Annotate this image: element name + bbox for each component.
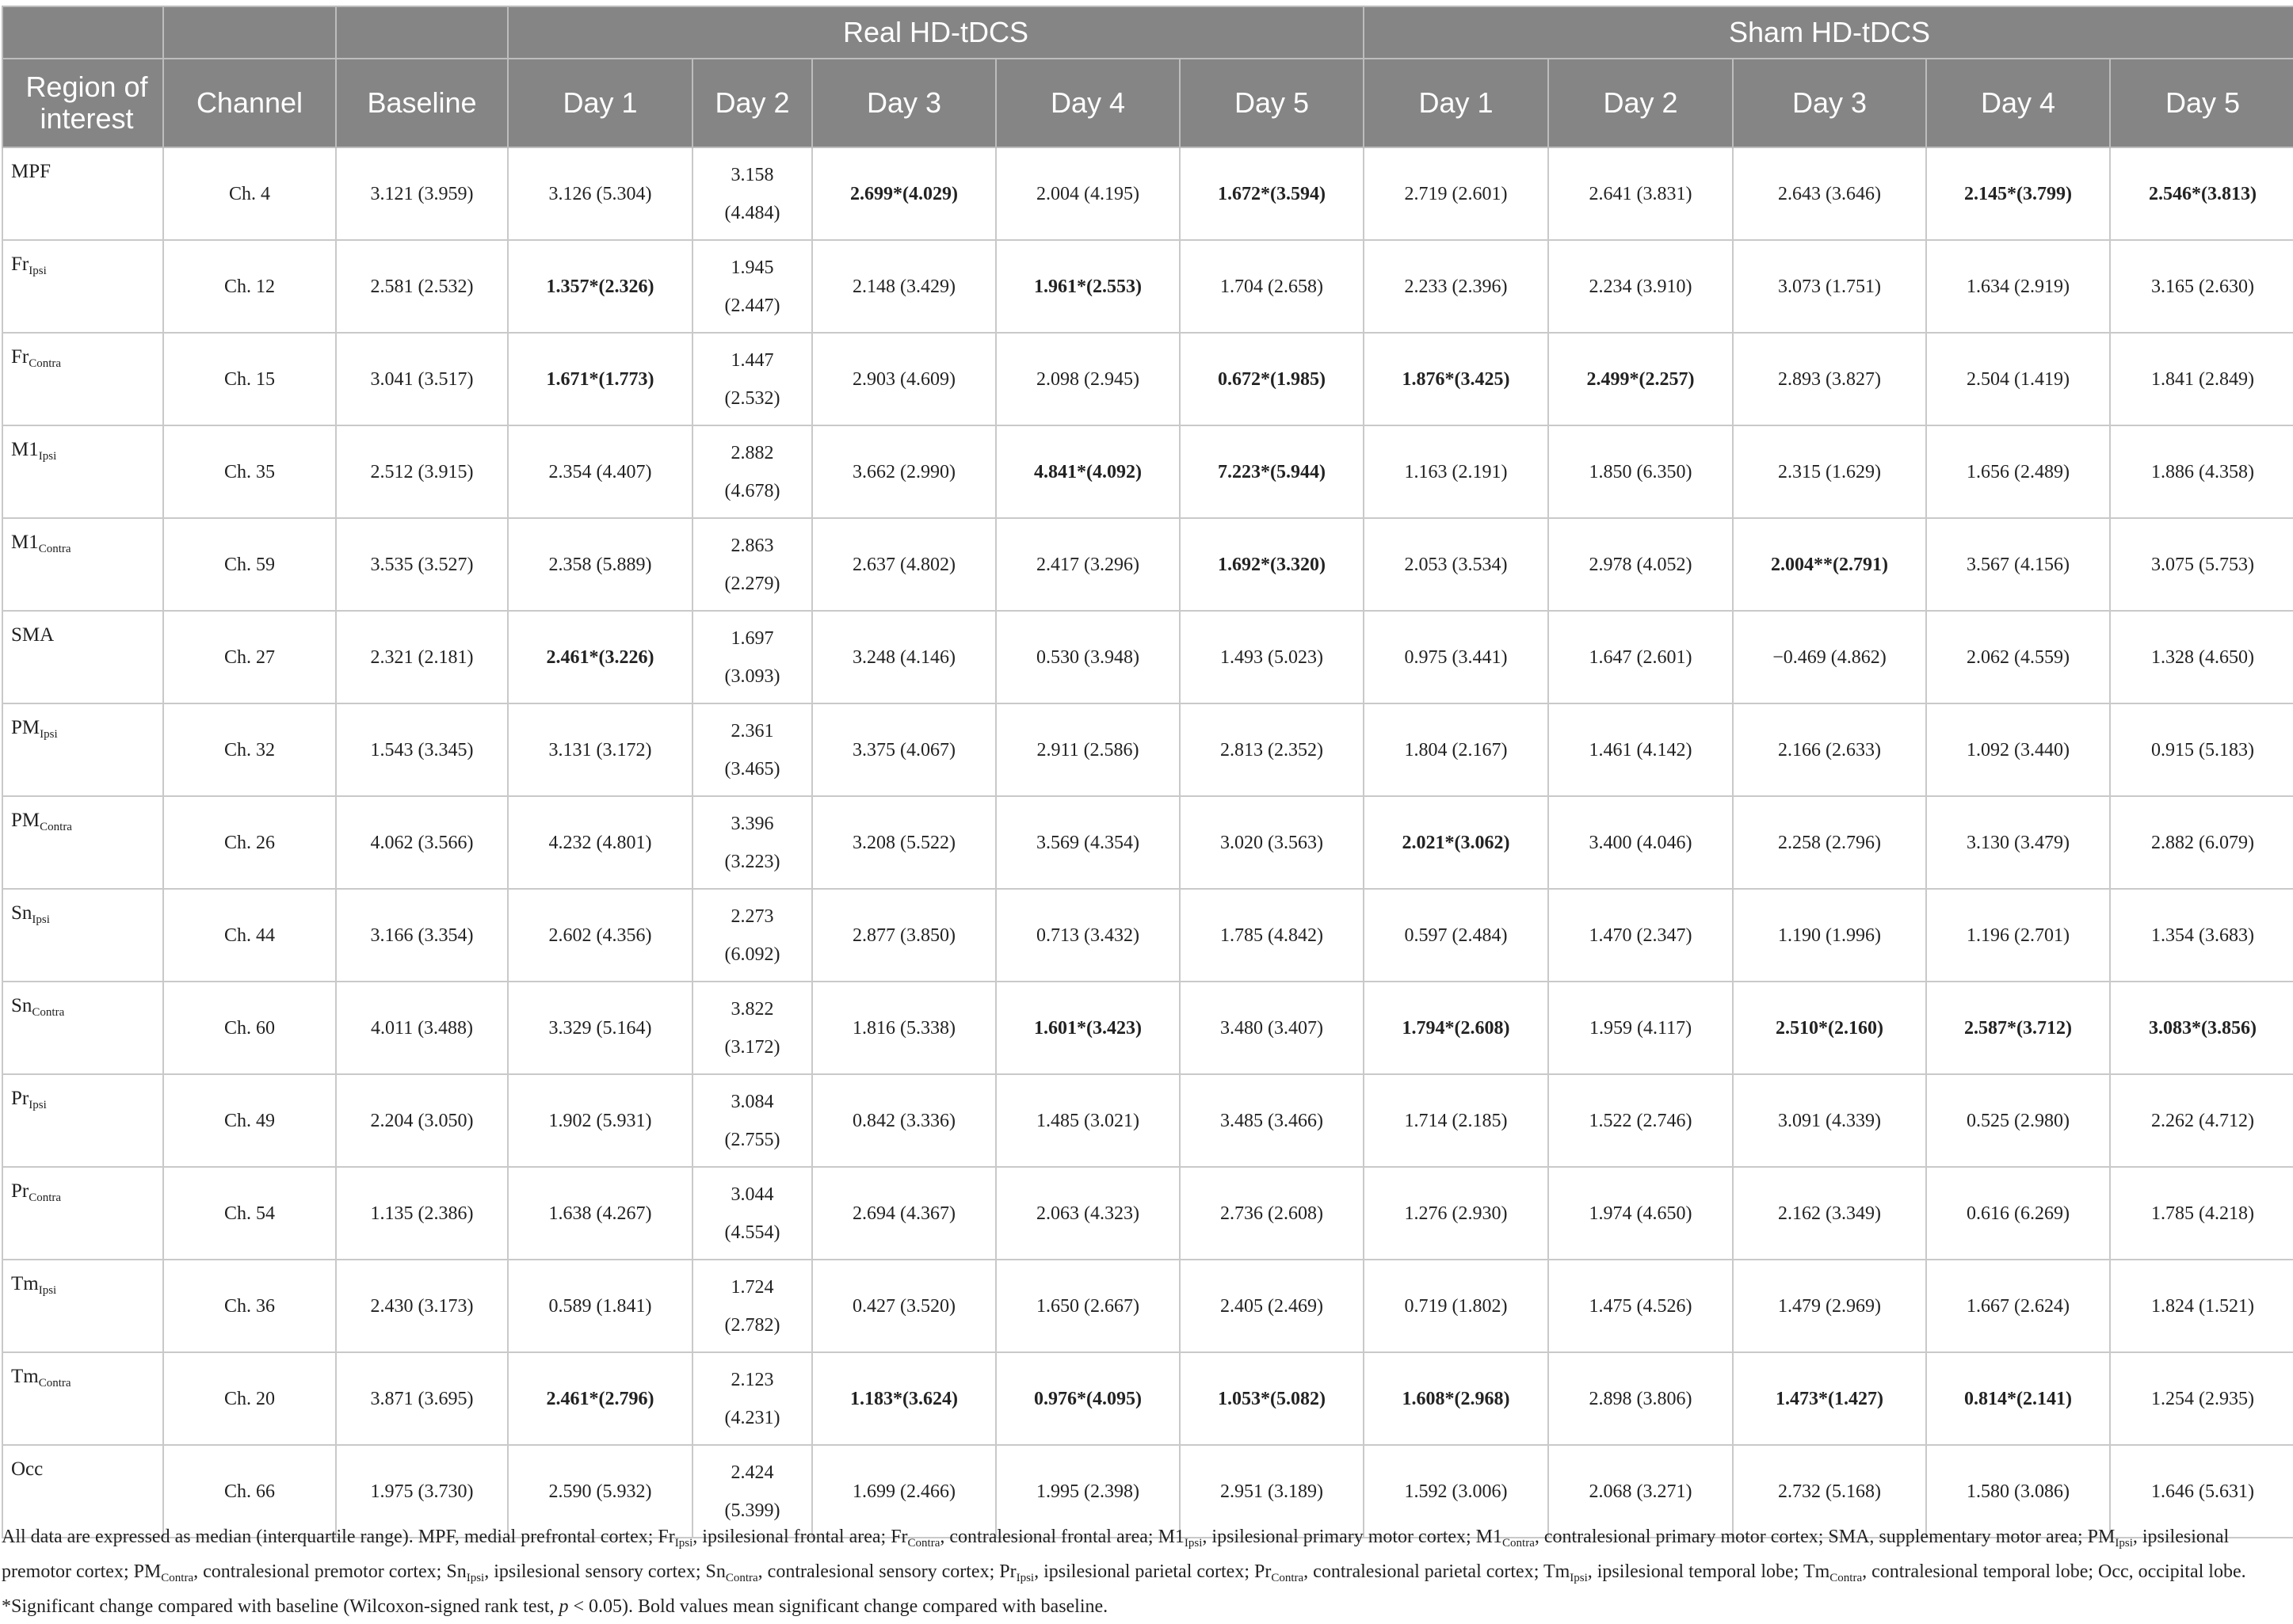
table-row xyxy=(2,240,2293,333)
real-day-2-cell: 3.044 (4.554) xyxy=(692,1167,812,1260)
real-day-3-cell: 0.427 (3.520) xyxy=(812,1260,996,1352)
sham-day-1-cell: 0.597 (2.484) xyxy=(1364,889,1548,982)
sham-day-5-cell: 1.886 (4.358) xyxy=(2110,425,2293,518)
region-subscript: Contra xyxy=(32,1006,65,1019)
sham-day-5-cell: 0.915 (5.183) xyxy=(2110,703,2293,796)
footnote-segment: Ipsi xyxy=(2115,1537,2133,1550)
sham-day-2-cell: 1.475 (4.526) xyxy=(1548,1260,1733,1352)
table-row xyxy=(2,703,2293,796)
sham-day-5-cell: 1.328 (4.650) xyxy=(2110,611,2293,703)
sham-day-1-cell: 0.975 (3.441) xyxy=(1364,611,1548,703)
real-day-1-cell: 3.329 (5.164) xyxy=(508,982,692,1074)
channel-cell: Ch. 20 xyxy=(163,1352,336,1445)
real-day-4-cell: 1.650 (2.667) xyxy=(996,1260,1180,1352)
real-day-2-cell: 1.945 (2.447) xyxy=(692,240,812,333)
channel-cell: Ch. 36 xyxy=(163,1260,336,1352)
column-header-real-day-3: Day 3 xyxy=(812,59,996,147)
baseline-cell: 1.543 (3.345) xyxy=(336,703,508,796)
sham-day-2-cell: 2.234 (3.910) xyxy=(1548,240,1733,333)
region-subscript: Contra xyxy=(38,1377,71,1390)
baseline-cell: 3.871 (3.695) xyxy=(336,1352,508,1445)
column-header-sham-day-1: Day 1 xyxy=(1364,59,1548,147)
baseline-cell: 1.975 (3.730) xyxy=(336,1445,508,1538)
sham-day-5-cell: 2.262 (4.712) xyxy=(2110,1074,2293,1167)
footnote-segment: , contralesional sensory cortex; Pr xyxy=(757,1561,1017,1582)
column-header-real-day-5: Day 5 xyxy=(1180,59,1364,147)
table-body xyxy=(2,147,2293,1538)
sham-day-3-cell: −0.469 (4.862) xyxy=(1733,611,1926,703)
region-subscript: Ipsi xyxy=(38,450,57,463)
sham-day-5-cell: 1.824 (1.521) xyxy=(2110,1260,2293,1352)
channel-cell: Ch. 12 xyxy=(163,240,336,333)
sham-day-5-cell: 2.546*(3.813) xyxy=(2110,147,2293,240)
sham-day-2-cell: 2.641 (3.831) xyxy=(1548,147,1733,240)
sham-day-2-cell: 1.470 (2.347) xyxy=(1548,889,1733,982)
table-row xyxy=(2,889,2293,982)
table-row xyxy=(2,518,2293,611)
footnote-segment: Ipsi xyxy=(1184,1537,1203,1550)
real-day-4-cell: 0.530 (3.948) xyxy=(996,611,1180,703)
real-day-1-cell: 1.638 (4.267) xyxy=(508,1167,692,1260)
sham-day-1-cell: 1.804 (2.167) xyxy=(1364,703,1548,796)
real-day-3-cell: 2.877 (3.850) xyxy=(812,889,996,982)
real-day-3-cell: 3.208 (5.522) xyxy=(812,796,996,889)
table-row xyxy=(2,1352,2293,1445)
baseline-cell: 2.204 (3.050) xyxy=(336,1074,508,1167)
sham-day-2-cell: 2.978 (4.052) xyxy=(1548,518,1733,611)
real-day-3-cell: 1.699 (2.466) xyxy=(812,1445,996,1538)
real-day-5-cell: 1.692*(3.320) xyxy=(1180,518,1364,611)
channel-cell: Ch. 60 xyxy=(163,982,336,1074)
region-subscript: Contra xyxy=(38,543,71,555)
sham-day-3-cell: 2.643 (3.646) xyxy=(1733,147,1926,240)
group-header-sham: Sham HD-tDCS xyxy=(1364,6,2293,59)
real-day-4-cell: 1.601*(3.423) xyxy=(996,982,1180,1074)
footnote-segment: , contralesional temporal lobe; Occ, occipital lobe. *Significant change compared with baseline (Wilcoxon-signed rank test, xyxy=(2,1561,2246,1617)
real-day-3-cell: 1.816 (5.338) xyxy=(812,982,996,1074)
real-day-3-cell: 2.903 (4.609) xyxy=(812,333,996,425)
region-cell xyxy=(2,889,163,982)
channel-cell: Ch. 4 xyxy=(163,147,336,240)
sham-day-3-cell: 1.479 (2.969) xyxy=(1733,1260,1926,1352)
sham-day-4-cell: 3.130 (3.479) xyxy=(1926,796,2110,889)
region-name: Pr xyxy=(11,1180,29,1202)
baseline-cell: 2.512 (3.915) xyxy=(336,425,508,518)
region-name: Sn xyxy=(11,902,32,924)
footnote-segment: , ipsilesional frontal area; Fr xyxy=(692,1527,908,1547)
column-header-sham-day-4: Day 4 xyxy=(1926,59,2110,147)
sham-day-1-cell: 1.592 (3.006) xyxy=(1364,1445,1548,1538)
sham-day-2-cell: 2.068 (3.271) xyxy=(1548,1445,1733,1538)
real-day-2-cell: 3.084 (2.755) xyxy=(692,1074,812,1167)
real-day-1-cell: 0.589 (1.841) xyxy=(508,1260,692,1352)
sham-day-1-cell: 1.276 (2.930) xyxy=(1364,1167,1548,1260)
region-cell xyxy=(2,518,163,611)
footnote-segment: Ipsi xyxy=(466,1572,485,1584)
sham-day-3-cell: 2.166 (2.633) xyxy=(1733,703,1926,796)
real-day-2-cell: 2.361 (3.465) xyxy=(692,703,812,796)
sham-day-3-cell: 2.732 (5.168) xyxy=(1733,1445,1926,1538)
sham-day-1-cell: 1.608*(2.968) xyxy=(1364,1352,1548,1445)
footnote-segment: , contralesional primary motor cortex; SMA, supplementary motor area; PM xyxy=(1534,1527,2116,1547)
header-blank xyxy=(336,6,508,59)
real-day-1-cell: 4.232 (4.801) xyxy=(508,796,692,889)
real-day-2-cell: 2.424 (5.399) xyxy=(692,1445,812,1538)
sham-day-2-cell: 1.647 (2.601) xyxy=(1548,611,1733,703)
footnote-segment: p xyxy=(559,1596,569,1617)
baseline-cell: 4.011 (3.488) xyxy=(336,982,508,1074)
sham-day-1-cell: 1.794*(2.608) xyxy=(1364,982,1548,1074)
header-blank xyxy=(163,6,336,59)
real-day-2-cell: 1.724 (2.782) xyxy=(692,1260,812,1352)
sham-day-4-cell: 1.667 (2.624) xyxy=(1926,1260,2110,1352)
sham-day-4-cell: 2.587*(3.712) xyxy=(1926,982,2110,1074)
region-name: Tm xyxy=(11,1273,39,1294)
channel-cell: Ch. 32 xyxy=(163,703,336,796)
real-day-5-cell: 2.951 (3.189) xyxy=(1180,1445,1364,1538)
real-day-4-cell: 2.004 (4.195) xyxy=(996,147,1180,240)
real-day-3-cell: 2.148 (3.429) xyxy=(812,240,996,333)
sham-day-1-cell: 1.163 (2.191) xyxy=(1364,425,1548,518)
real-day-2-cell: 3.396 (3.223) xyxy=(692,796,812,889)
real-day-5-cell: 3.020 (3.563) xyxy=(1180,796,1364,889)
real-day-5-cell: 1.672*(3.594) xyxy=(1180,147,1364,240)
region-subscript: Ipsi xyxy=(38,1284,57,1297)
real-day-5-cell: 1.053*(5.082) xyxy=(1180,1352,1364,1445)
sham-day-1-cell: 2.719 (2.601) xyxy=(1364,147,1548,240)
table-row xyxy=(2,1260,2293,1352)
real-day-1-cell: 2.590 (5.932) xyxy=(508,1445,692,1538)
baseline-cell: 3.121 (3.959) xyxy=(336,147,508,240)
header-blank xyxy=(2,6,163,59)
real-day-4-cell: 3.569 (4.354) xyxy=(996,796,1180,889)
channel-cell: Ch. 27 xyxy=(163,611,336,703)
region-cell xyxy=(2,1260,163,1352)
sham-day-5-cell: 1.841 (2.849) xyxy=(2110,333,2293,425)
region-subscript: Contra xyxy=(29,357,62,370)
real-day-1-cell: 1.671*(1.773) xyxy=(508,333,692,425)
sham-day-2-cell: 1.959 (4.117) xyxy=(1548,982,1733,1074)
footnote-segment: Contra xyxy=(1829,1572,1863,1584)
baseline-cell: 3.041 (3.517) xyxy=(336,333,508,425)
column-header-real-day-2: Day 2 xyxy=(692,59,812,147)
real-day-1-cell: 1.357*(2.326) xyxy=(508,240,692,333)
region-name: MPF xyxy=(11,161,52,182)
sham-day-3-cell: 1.473*(1.427) xyxy=(1733,1352,1926,1445)
sham-day-5-cell: 1.646 (5.631) xyxy=(2110,1445,2293,1538)
sham-day-4-cell: 2.145*(3.799) xyxy=(1926,147,2110,240)
sham-day-1-cell: 0.719 (1.802) xyxy=(1364,1260,1548,1352)
real-day-1-cell: 2.602 (4.356) xyxy=(508,889,692,982)
region-cell xyxy=(2,703,163,796)
region-name: Fr xyxy=(11,254,29,275)
region-cell xyxy=(2,796,163,889)
real-day-3-cell: 2.637 (4.802) xyxy=(812,518,996,611)
sham-day-2-cell: 2.499*(2.257) xyxy=(1548,333,1733,425)
footnote-segment: All data are expressed as median (interquartile range). MPF, medial prefrontal cortex; Fr xyxy=(2,1527,675,1547)
table-row xyxy=(2,333,2293,425)
real-day-5-cell: 0.672*(1.985) xyxy=(1180,333,1364,425)
channel-cell: Ch. 66 xyxy=(163,1445,336,1538)
region-cell xyxy=(2,611,163,703)
real-day-1-cell: 2.461*(2.796) xyxy=(508,1352,692,1445)
real-day-3-cell: 2.699*(4.029) xyxy=(812,147,996,240)
real-day-2-cell: 2.863 (2.279) xyxy=(692,518,812,611)
real-day-4-cell: 1.961*(2.553) xyxy=(996,240,1180,333)
sham-day-1-cell: 1.714 (2.185) xyxy=(1364,1074,1548,1167)
real-day-2-cell: 2.882 (4.678) xyxy=(692,425,812,518)
sham-day-5-cell: 3.165 (2.630) xyxy=(2110,240,2293,333)
real-day-5-cell: 7.223*(5.944) xyxy=(1180,425,1364,518)
table-footnote xyxy=(2,1519,2283,1624)
sham-day-4-cell: 2.504 (1.419) xyxy=(1926,333,2110,425)
real-day-3-cell: 3.248 (4.146) xyxy=(812,611,996,703)
sham-day-2-cell: 3.400 (4.046) xyxy=(1548,796,1733,889)
region-name: PM xyxy=(11,810,40,831)
baseline-cell: 2.430 (3.173) xyxy=(336,1260,508,1352)
real-day-5-cell: 1.704 (2.658) xyxy=(1180,240,1364,333)
baseline-cell: 1.135 (2.386) xyxy=(336,1167,508,1260)
footnote-segment: Contra xyxy=(1271,1572,1304,1584)
real-day-5-cell: 1.493 (5.023) xyxy=(1180,611,1364,703)
sham-day-4-cell: 1.196 (2.701) xyxy=(1926,889,2110,982)
real-day-5-cell: 2.736 (2.608) xyxy=(1180,1167,1364,1260)
sham-day-4-cell: 1.634 (2.919) xyxy=(1926,240,2110,333)
sham-day-3-cell: 2.510*(2.160) xyxy=(1733,982,1926,1074)
channel-cell: Ch. 26 xyxy=(163,796,336,889)
sham-day-5-cell: 1.354 (3.683) xyxy=(2110,889,2293,982)
footnote-segment: Contra xyxy=(1502,1537,1535,1550)
sham-day-5-cell: 1.254 (2.935) xyxy=(2110,1352,2293,1445)
column-header-sham-day-2: Day 2 xyxy=(1548,59,1733,147)
real-day-2-cell: 2.123 (4.231) xyxy=(692,1352,812,1445)
region-cell xyxy=(2,1352,163,1445)
table-row xyxy=(2,1167,2293,1260)
footnote-segment: , ipsilesional premotor cortex; PM xyxy=(2,1527,2230,1582)
real-day-4-cell: 2.417 (3.296) xyxy=(996,518,1180,611)
real-day-4-cell: 1.995 (2.398) xyxy=(996,1445,1180,1538)
table-row xyxy=(2,611,2293,703)
region-cell xyxy=(2,147,163,240)
sham-day-3-cell: 1.190 (1.996) xyxy=(1733,889,1926,982)
region-name: Occ xyxy=(11,1458,44,1480)
sham-day-3-cell: 3.091 (4.339) xyxy=(1733,1074,1926,1167)
footnote-segment: , ipsilesional primary motor cortex; M1 xyxy=(1202,1527,1503,1547)
group-header-real: Real HD-tDCS xyxy=(508,6,1364,59)
column-header-baseline: Baseline xyxy=(336,59,508,147)
baseline-cell: 2.321 (2.181) xyxy=(336,611,508,703)
region-name: Sn xyxy=(11,995,32,1016)
channel-cell: Ch. 44 xyxy=(163,889,336,982)
column-header-sham-day-3: Day 3 xyxy=(1733,59,1926,147)
sham-day-3-cell: 2.258 (2.796) xyxy=(1733,796,1926,889)
real-day-2-cell: 2.273 (6.092) xyxy=(692,889,812,982)
real-day-5-cell: 2.813 (2.352) xyxy=(1180,703,1364,796)
real-day-5-cell: 1.785 (4.842) xyxy=(1180,889,1364,982)
region-subscript: Ipsi xyxy=(40,728,58,741)
sham-day-4-cell: 2.062 (4.559) xyxy=(1926,611,2110,703)
real-day-5-cell: 3.480 (3.407) xyxy=(1180,982,1364,1074)
footnote-segment: < 0.05). Bold values mean significant change compared with baseline. xyxy=(568,1596,1108,1617)
sham-day-5-cell: 3.075 (5.753) xyxy=(2110,518,2293,611)
sham-day-3-cell: 2.893 (3.827) xyxy=(1733,333,1926,425)
real-day-3-cell: 1.183*(3.624) xyxy=(812,1352,996,1445)
region-cell xyxy=(2,1074,163,1167)
real-day-3-cell: 2.694 (4.367) xyxy=(812,1167,996,1260)
region-cell xyxy=(2,240,163,333)
real-day-2-cell: 3.822 (3.172) xyxy=(692,982,812,1074)
region-cell xyxy=(2,425,163,518)
region-subscript: Ipsi xyxy=(29,1099,47,1111)
sham-day-2-cell: 1.522 (2.746) xyxy=(1548,1074,1733,1167)
real-day-4-cell: 0.713 (3.432) xyxy=(996,889,1180,982)
real-day-4-cell: 2.911 (2.586) xyxy=(996,703,1180,796)
table-row xyxy=(2,796,2293,889)
sham-day-5-cell: 3.083*(3.856) xyxy=(2110,982,2293,1074)
footnote-segment: , contralesional parietal cortex; Tm xyxy=(1303,1561,1570,1582)
sham-day-4-cell: 3.567 (4.156) xyxy=(1926,518,2110,611)
footnote-segment: Contra xyxy=(907,1537,940,1550)
sham-day-3-cell: 3.073 (1.751) xyxy=(1733,240,1926,333)
sham-day-1-cell: 2.233 (2.396) xyxy=(1364,240,1548,333)
table-row xyxy=(2,425,2293,518)
table-row xyxy=(2,147,2293,240)
region-name: Tm xyxy=(11,1366,39,1387)
real-day-3-cell: 0.842 (3.336) xyxy=(812,1074,996,1167)
region-name: SMA xyxy=(11,624,55,646)
real-day-4-cell: 1.485 (3.021) xyxy=(996,1074,1180,1167)
sham-day-4-cell: 1.092 (3.440) xyxy=(1926,703,2110,796)
sham-day-3-cell: 2.004**(2.791) xyxy=(1733,518,1926,611)
sham-day-4-cell: 0.525 (2.980) xyxy=(1926,1074,2110,1167)
sham-day-4-cell: 0.814*(2.141) xyxy=(1926,1352,2110,1445)
sham-day-1-cell: 2.053 (3.534) xyxy=(1364,518,1548,611)
sham-day-3-cell: 2.315 (1.629) xyxy=(1733,425,1926,518)
footnote-segment: Ipsi xyxy=(674,1537,693,1550)
region-subscript: Ipsi xyxy=(32,913,50,926)
region-name: Fr xyxy=(11,346,29,368)
real-day-3-cell: 3.375 (4.067) xyxy=(812,703,996,796)
sham-day-4-cell: 1.580 (3.086) xyxy=(1926,1445,2110,1538)
region-cell xyxy=(2,982,163,1074)
real-day-5-cell: 3.485 (3.466) xyxy=(1180,1074,1364,1167)
real-day-3-cell: 3.662 (2.990) xyxy=(812,425,996,518)
real-day-4-cell: 4.841*(4.092) xyxy=(996,425,1180,518)
region-name: M1 xyxy=(11,532,39,553)
region-name: PM xyxy=(11,717,40,738)
sham-day-1-cell: 1.876*(3.425) xyxy=(1364,333,1548,425)
footnote-segment: Contra xyxy=(161,1572,194,1584)
footnote-segment: , ipsilesional parietal cortex; Pr xyxy=(1034,1561,1272,1582)
sham-day-2-cell: 2.898 (3.806) xyxy=(1548,1352,1733,1445)
real-day-2-cell: 3.158 (4.484) xyxy=(692,147,812,240)
real-day-4-cell: 2.098 (2.945) xyxy=(996,333,1180,425)
footnote-segment: Ipsi xyxy=(1570,1572,1588,1584)
real-day-1-cell: 2.461*(3.226) xyxy=(508,611,692,703)
real-day-1-cell: 3.126 (5.304) xyxy=(508,147,692,240)
results-table xyxy=(2,6,2293,1538)
footnote-segment: Contra xyxy=(725,1572,758,1584)
region-subscript: Contra xyxy=(40,821,72,833)
region-cell xyxy=(2,333,163,425)
column-header-real-day-4: Day 4 xyxy=(996,59,1180,147)
table-row xyxy=(2,1074,2293,1167)
region-name: M1 xyxy=(11,439,39,460)
real-day-1-cell: 1.902 (5.931) xyxy=(508,1074,692,1167)
sham-day-5-cell: 2.882 (6.079) xyxy=(2110,796,2293,889)
channel-cell: Ch. 54 xyxy=(163,1167,336,1260)
footnote-segment: Ipsi xyxy=(1016,1572,1035,1584)
column-header-region: Region of interest xyxy=(2,59,163,147)
channel-cell: Ch. 59 xyxy=(163,518,336,611)
region-name: Pr xyxy=(11,1088,29,1109)
sham-day-5-cell: 1.785 (4.218) xyxy=(2110,1167,2293,1260)
footnote-segment: , contralesional premotor cortex; Sn xyxy=(193,1561,467,1582)
sham-day-2-cell: 1.850 (6.350) xyxy=(1548,425,1733,518)
channel-cell: Ch. 35 xyxy=(163,425,336,518)
channel-cell: Ch. 49 xyxy=(163,1074,336,1167)
channel-cell: Ch. 15 xyxy=(163,333,336,425)
baseline-cell: 4.062 (3.566) xyxy=(336,796,508,889)
real-day-2-cell: 1.447 (2.532) xyxy=(692,333,812,425)
footnote-segment: , contralesional frontal area; M1 xyxy=(940,1527,1185,1547)
sham-day-3-cell: 2.162 (3.349) xyxy=(1733,1167,1926,1260)
baseline-cell: 3.166 (3.354) xyxy=(336,889,508,982)
baseline-cell: 2.581 (2.532) xyxy=(336,240,508,333)
baseline-cell: 3.535 (3.527) xyxy=(336,518,508,611)
footnote-segment: , ipsilesional sensory cortex; Sn xyxy=(484,1561,726,1582)
sham-day-2-cell: 1.974 (4.650) xyxy=(1548,1167,1733,1260)
sham-day-4-cell: 0.616 (6.269) xyxy=(1926,1167,2110,1260)
region-cell xyxy=(2,1167,163,1260)
real-day-5-cell: 2.405 (2.469) xyxy=(1180,1260,1364,1352)
sham-day-2-cell: 1.461 (4.142) xyxy=(1548,703,1733,796)
real-day-1-cell: 2.354 (4.407) xyxy=(508,425,692,518)
real-day-4-cell: 0.976*(4.095) xyxy=(996,1352,1180,1445)
region-subscript: Ipsi xyxy=(29,265,47,277)
sham-day-4-cell: 1.656 (2.489) xyxy=(1926,425,2110,518)
sham-day-1-cell: 2.021*(3.062) xyxy=(1364,796,1548,889)
footnote-segment: , ipsilesional temporal lobe; Tm xyxy=(1587,1561,1830,1582)
real-day-1-cell: 3.131 (3.172) xyxy=(508,703,692,796)
real-day-2-cell: 1.697 (3.093) xyxy=(692,611,812,703)
column-header-channel: Channel xyxy=(163,59,336,147)
real-day-4-cell: 2.063 (4.323) xyxy=(996,1167,1180,1260)
region-subscript: Contra xyxy=(29,1191,62,1204)
real-day-1-cell: 2.358 (5.889) xyxy=(508,518,692,611)
column-header-sham-day-5: Day 5 xyxy=(2110,59,2293,147)
column-header-real-day-1: Day 1 xyxy=(508,59,692,147)
table-row xyxy=(2,982,2293,1074)
